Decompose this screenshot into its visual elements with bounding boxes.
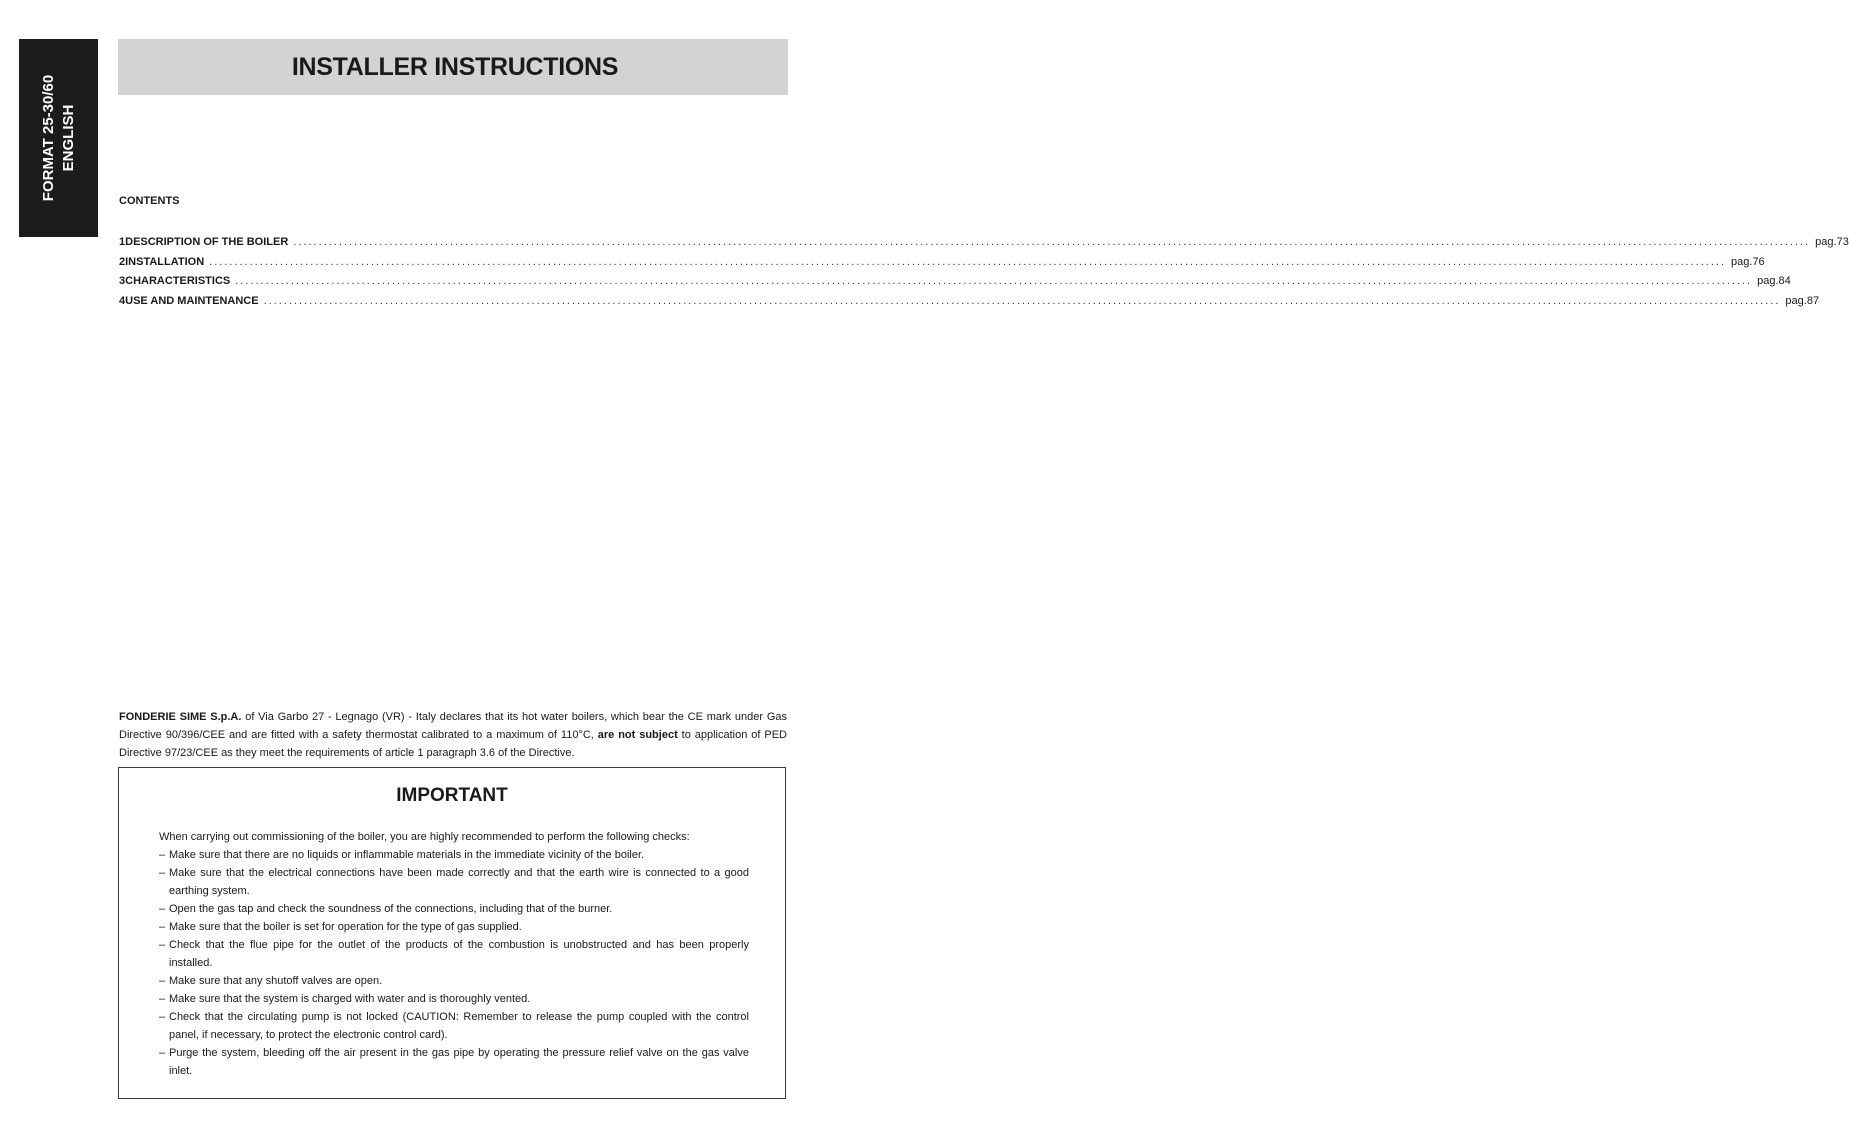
important-intro: When carrying out commissioning of the boiler, you are highly recommended to perform the following checks: bbox=[159, 831, 690, 843]
side-tab-language: ENGLISH bbox=[59, 104, 77, 172]
toc-leader-dots: ............................................................................................................................................................................................................................................................................................................ bbox=[209, 255, 1727, 268]
toc-number: 4 bbox=[119, 294, 126, 307]
toc-title: CHARACTERISTICS bbox=[125, 275, 231, 287]
toc-page-number: 87 bbox=[1806, 294, 1820, 307]
toc-title: DESCRIPTION OF THE BOILER bbox=[125, 236, 289, 248]
side-tab-model: FORMAT 25-30/60 bbox=[39, 74, 57, 202]
check-item: – Check that the circulating pump is not locked (CAUTION: Remember to release the pump coupled with the control panel, if necessary, to protect the electronic control card). bbox=[159, 1008, 749, 1044]
toc-number: 2 bbox=[119, 255, 126, 268]
company-name: FONDERIE SIME S.p.A. bbox=[119, 711, 242, 723]
toc-pag-label: pag. bbox=[1785, 294, 1807, 307]
toc-number: 1 bbox=[119, 236, 126, 248]
check-item: – Make sure that the boiler is set for operation for the type of gas supplied. bbox=[159, 918, 749, 936]
important-body bbox=[159, 828, 749, 1080]
side-tab bbox=[19, 39, 98, 237]
toc-leader-dots: ............................................................................................................................................................................................................................................................................................................ bbox=[235, 275, 1753, 287]
table-of-contents bbox=[119, 236, 1849, 314]
toc-entry-characteristics[interactable] bbox=[119, 275, 1791, 295]
toc-entry-use-and-maintenance[interactable] bbox=[119, 294, 1820, 315]
declaration-text-end: to application of PED Directive 97/23/CEE as they meet the requirements of article 1 paragraph 3.6 of the Directive. bbox=[119, 729, 787, 759]
toc-page-number: 76 bbox=[1752, 255, 1765, 268]
toc-leader-dots: ............................................................................................................................................................................................................................................................................................................ bbox=[263, 294, 1781, 307]
toc-page-number: 84 bbox=[1778, 275, 1791, 287]
commissioning-checklist bbox=[159, 846, 749, 1080]
check-item: – Make sure that the system is charged with water and is thoroughly vented. bbox=[159, 990, 749, 1008]
check-item: – Make sure that any shutoff valves are open. bbox=[159, 972, 749, 990]
check-item: – Check that the flue pipe for the outlet of the products of the combustion is unobstructed and has been properly installed. bbox=[159, 936, 749, 972]
toc-entry-installation[interactable] bbox=[119, 255, 1765, 276]
toc-number: 3 bbox=[119, 275, 126, 287]
important-box bbox=[118, 767, 786, 1099]
declaration-emphasis: are not subject bbox=[597, 729, 678, 741]
toc-title: USE AND MAINTENANCE bbox=[125, 294, 259, 307]
check-item: – Make sure that there are no liquids or inflammable materials in the immediate vicinity of the boiler. bbox=[159, 846, 749, 864]
check-item: – Purge the system, bleeding off the air present in the gas pipe by operating the pressure relief valve on the gas valve inlet. bbox=[159, 1044, 749, 1080]
toc-leader-dots: ............................................................................................................................................................................................................................................................................................................ bbox=[293, 236, 1811, 248]
check-item: – Make sure that the electrical connections have been made correctly and that the earth wire is connected to a good earthing system. bbox=[159, 864, 749, 900]
toc-title: INSTALLATION bbox=[125, 255, 205, 268]
toc-pag-label: pag. bbox=[1731, 255, 1753, 268]
check-item: – Open the gas tap and check the soundness of the connections, including that of the burner. bbox=[159, 900, 749, 918]
page-title: INSTALLER INSTRUCTIONS bbox=[291, 52, 619, 81]
declaration-text: of Via Garbo 27 - Legnago (VR) - Italy declares that its hot water boilers, which bear the CE mark under Gas Directive 90/396/CEE and are fitted with a safety thermostat calibrated to a maximum of 110°C, bbox=[119, 711, 787, 741]
toc-entry-description[interactable] bbox=[119, 236, 1849, 256]
important-title: IMPORTANT bbox=[396, 785, 508, 806]
header-band bbox=[118, 39, 788, 95]
toc-pag-label: pag. bbox=[1815, 236, 1837, 248]
toc-pag-label: pag. bbox=[1757, 275, 1779, 287]
ped-declaration bbox=[119, 708, 787, 762]
side-tab-text bbox=[39, 75, 79, 201]
toc-page-number: 73 bbox=[1836, 236, 1849, 248]
contents-heading: CONTENTS bbox=[119, 195, 180, 207]
